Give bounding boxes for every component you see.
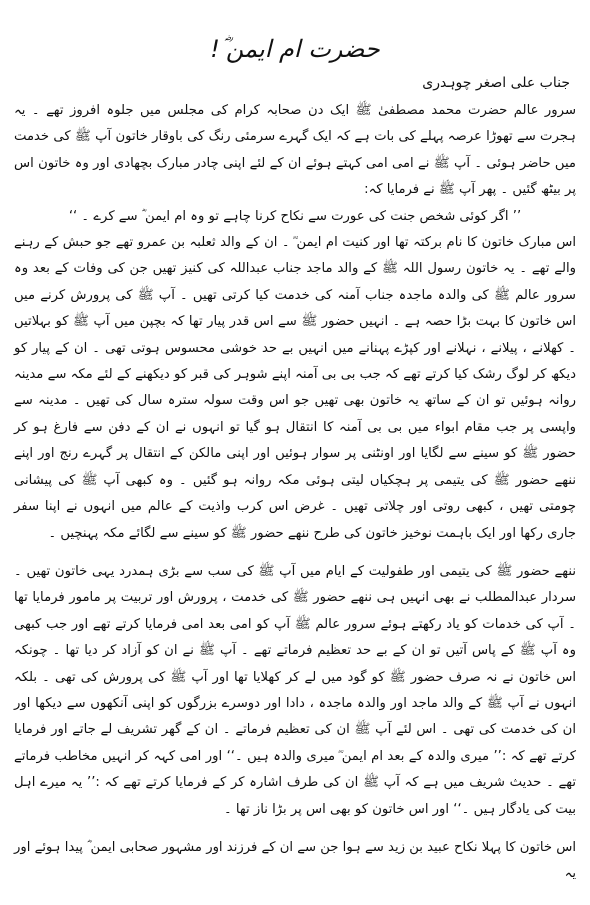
paragraph-1: سرور عالم حضرت محمد مصطفیٰ ﷺ ایک دن صحابہ کرام کی مجلس میں جلوہ افروز تھے ۔ یہ ہجرت سے تھوڑا عرصہ پہلے کی بات ہے کہ ایک گہرے سرمئی رنگ کی باوقار خاتون آپ ﷺ کی خدمت میں حاضر ہوئی ۔ آپ ﷺ نے امی امی کہتے ہوئے ان کے لئے اپنی چادر مبارک بچھادی اور وہ خاتون اس پر بیٹھ گئیں ۔ پھر آپ ﷺ نے فرمایا کہ:: [14, 103, 576, 198]
quote: ’’ اگر کوئی شخص جنت کی عورت سے نکاح کرنا چاہے تو وہ ام ایمن ؓ سے کرے ۔ ‘‘: [68, 208, 522, 224]
paragraph-2: اس مبارک خاتون کا نام برکتہ تھا اور کنیت ام ایمن ؓ ۔ ان کے والد ثعلبہ بن عمرو تھے جو حبش کے رہنے والے تھے ۔ یہ خاتون رسول اللہ ﷺ کے والد ماجد جناب عبداللہ کی کنیز تھیں جن کی وفات کے بعد وہ سرور عالم ﷺ کی والدہ ماجدہ جناب آمنہ کی خدمت کیا کرتی تھیں ۔ آپ ﷺ کی پرورش کرنے میں اس خاتون کا بہت بڑا حصہ ہے ۔ انہیں حضور ﷺ سے اس قدر پیار تھا کہ بچپن میں آپ ﷺ کو بہلاتیں ۔ کھلانے ، پیلانے ، نہلانے اور کپڑے پہنانے میں انہیں بے حد خوشی محسوس ہوتی تھی ۔ ان کے پیار کو دیکھ کر لوگ رشک کیا کرتے تھے کہ جب بی بی آمنہ اپنے شوہر کی قبر کو دیکھنے کے لئے مکہ سے مدینہ روانہ ہوئیں تو ان کے ساتھ یہ خاتون بھی تھیں جو اس وقت سولہ سترہ سال کی تھیں ۔ مدینہ سے واپسی پر جب مقام ابواء میں بی بی آمنہ کا انتقال ہو گیا تو انہوں نے ان کے دفن سے فارغ ہو کر حضور ﷺ کو سینے سے لگایا اور اونٹنی پر سوار ہوئیں اور اپنی مالکن کے انتقال پر گہرے رنج اور اپنے ننھے حضور ﷺ کی یتیمی پر ہچکیاں لیتی ہوئی مکہ روانہ ہو گئیں ۔ وہ کبھی آپ ﷺ کی پیشانی چومتی تھیں ، کبھی روتی اور چلاتی تھیں ۔ غرض اس کرب واذیت کے عالم میں انہوں نے اپنا سفر جاری رکھا اور ایک باہمت نوخیز خاتون کی طرح ننھے حضور ﷺ کو سینے سے لگائے مکہ پہنچیں ۔: [14, 235, 576, 541]
paragraph-4: اس خاتون کا پہلا نکاح عبید بن زید سے ہوا جن سے ان کے فرزند اور مشہور صحابی ایمن ؓ پیدا ہوئے اور یہ: [14, 839, 576, 882]
article-title: حضرت ام ایمن ؓ!: [210, 35, 380, 63]
paragraph-3: ننھے حضور ﷺ کی یتیمی اور طفولیت کے ایام میں آپ ﷺ کی سب سے بڑی ہمدرد یہی خاتون تھیں ۔ سردار عبدالمطلب نے بھی انہیں ہی ننھے حضور ﷺ کی خدمت ، پرورش اور تربیت پر مامور فرمایا تھا ۔ آپ کی خدمات کو یاد رکھتے ہوئے سرور عالم ﷺ آپ کو امی بعد امی فرمایا کرتے تھے اور جب کبھی وہ آپ ﷺ کے پاس آتیں تو ان کے بے حد تعظیم فرماتے تھے ۔ آپ ﷺ نے ان کو آزاد کر دیا تھا ۔ چونکہ اس خاتون نے نہ صرف حضور ﷺ کو گود میں لے کر کھلایا تھا اور آپ ﷺ کی پرورش کی تھی ۔ بلکہ انہوں نے آپ ﷺ کے والد ماجد اور والدہ ماجدہ ، دادا اور دوسرے بزرگوں کو اپنی آنکھوں سے دیکھا اور ان کی خدمت کی تھی ۔ اس لئے آپ ﷺ ان کی تعظیم فرماتے ۔ ان کے گھر تشریف لے جاتے اور فرمایا کرتے تھے کہ :’’ میری والدہ کے بعد ام ایمن ؓ میری والدہ ہیں ۔‘‘ اور امی کہہ کر انہیں مخاطب فرماتے تھے ۔ حدیث شریف میں ہے کہ آپ ﷺ ان کی طرف اشارہ کر کے فرمایا کرتے تھے کہ :’’ یہ میرے اہل بیت کی یادگار ہیں ۔‘‘ اور اس خاتون کو بھی اس پر بڑا ناز تھا ۔: [14, 563, 576, 817]
article-author: جناب علی اصغر چوہدری: [422, 75, 570, 91]
